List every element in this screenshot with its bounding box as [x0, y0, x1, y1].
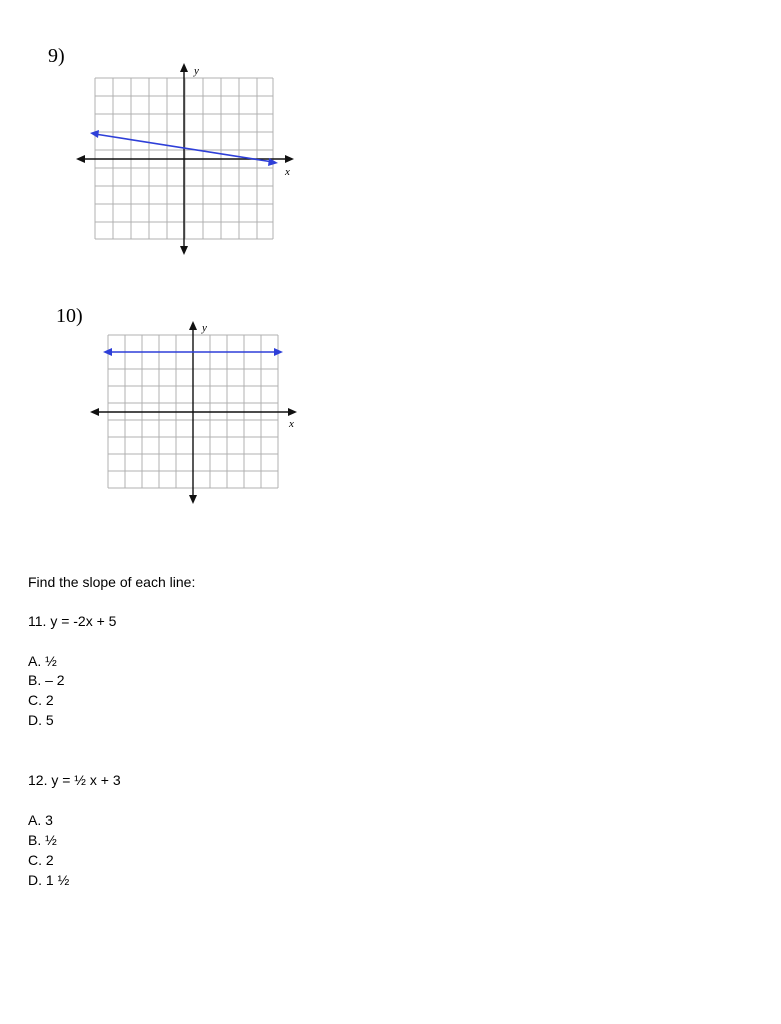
y-axis-label: y: [202, 322, 207, 334]
question-12-choice-c: C. 2: [28, 852, 54, 868]
x-axis-arrow-left: [76, 155, 85, 163]
question-11-choice-a: A. ½: [28, 653, 57, 669]
problem-10-graph: [86, 316, 316, 516]
question-12-choice-b: B. ½: [28, 832, 57, 848]
x-axis-arrow-left: [90, 408, 99, 416]
problem-9-graph: [70, 58, 310, 268]
problem-9-number: 9): [48, 45, 65, 67]
y-axis-arrow-up: [180, 63, 188, 72]
y-axis-arrow-down: [189, 495, 197, 504]
question-11-choice-b: B. – 2: [28, 672, 65, 688]
axes: [90, 321, 297, 504]
question-11-choice-d: D. 5: [28, 712, 54, 728]
y-axis-arrow-up: [189, 321, 197, 330]
question-11-choice-c: C. 2: [28, 692, 54, 708]
question-12-choice-a: A. 3: [28, 812, 53, 828]
x-axis-label: x: [285, 166, 290, 178]
y-axis-label: y: [194, 65, 199, 77]
question-12-prompt: 12. y = ½ x + 3: [28, 772, 121, 788]
question-11-prompt: 11. y = -2x + 5: [28, 613, 117, 629]
x-axis-arrow-right: [288, 408, 297, 416]
x-axis-label: x: [289, 418, 294, 430]
problem-10-number: 10): [56, 305, 83, 327]
question-12-choice-d: D. 1 ½: [28, 872, 70, 888]
instructions: Find the slope of each line:: [28, 574, 196, 590]
y-axis-arrow-down: [180, 246, 188, 255]
x-axis-arrow-right: [285, 155, 294, 163]
